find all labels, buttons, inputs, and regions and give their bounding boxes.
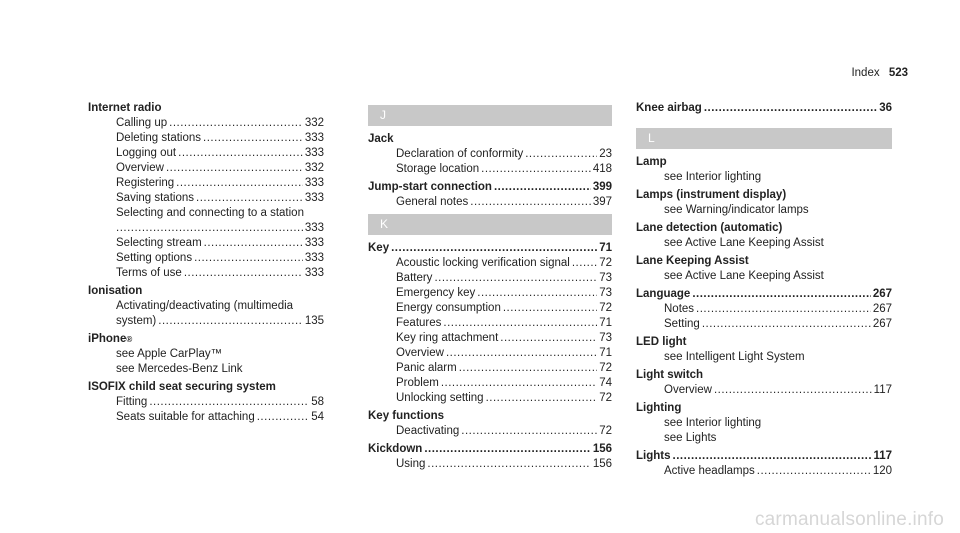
subentry-text: Logging out bbox=[116, 147, 177, 159]
page-ref: 267 bbox=[872, 303, 892, 315]
entry-heading: Lamps (instrument display) bbox=[636, 189, 787, 201]
entry-subitems bbox=[636, 236, 892, 251]
entry-iphone bbox=[88, 332, 324, 377]
subentry-line bbox=[88, 299, 324, 314]
page-ref: 156 bbox=[592, 443, 612, 455]
subentry-line bbox=[636, 269, 892, 284]
subentry-line bbox=[368, 361, 612, 376]
subentry-text: see Interior lighting bbox=[664, 171, 762, 183]
subentry-line bbox=[368, 147, 612, 162]
section-letter-j: J bbox=[368, 105, 612, 126]
subentry-text: Acoustic locking verification signal bbox=[396, 257, 570, 269]
section-letter-k: K bbox=[368, 214, 612, 235]
entry-heading: Knee airbag bbox=[636, 102, 702, 114]
entry-subitems bbox=[636, 416, 892, 446]
entry-subitems bbox=[88, 116, 324, 281]
page-ref: 117 bbox=[873, 384, 892, 396]
page-ref: 399 bbox=[592, 181, 612, 193]
subentry-text: Calling up bbox=[116, 117, 168, 129]
page-ref: 333 bbox=[304, 132, 324, 144]
subentry-text: Setting bbox=[664, 318, 700, 330]
index-column-2 bbox=[368, 101, 612, 475]
subentry-line bbox=[368, 271, 612, 286]
entry-heading: Lane Keeping Assist bbox=[636, 255, 749, 267]
page-ref: 72 bbox=[599, 425, 612, 437]
subentry-line bbox=[636, 383, 892, 398]
page-ref: 333 bbox=[304, 192, 324, 204]
subentry-line bbox=[88, 314, 324, 329]
subentry-line bbox=[368, 346, 612, 361]
entry-key-functions bbox=[368, 409, 612, 439]
subentry-line bbox=[88, 362, 324, 377]
subentry-line bbox=[636, 350, 892, 365]
entry-subitems bbox=[636, 383, 892, 398]
subentry-line bbox=[636, 203, 892, 218]
entry-lamps-instrument bbox=[636, 188, 892, 218]
page-ref: 73 bbox=[599, 332, 612, 344]
page-ref: 267 bbox=[872, 288, 892, 300]
subentry-line bbox=[368, 391, 612, 406]
entry-light-switch bbox=[636, 368, 892, 398]
subentry-line bbox=[88, 116, 324, 131]
watermark: carmanualsonline.info bbox=[754, 509, 944, 530]
subentry-line bbox=[88, 146, 324, 161]
page-ref: 418 bbox=[592, 163, 612, 175]
page-ref: 333 bbox=[304, 177, 324, 189]
page-ref: 333 bbox=[304, 222, 324, 234]
entry-subitems bbox=[368, 457, 612, 472]
subentry-line bbox=[368, 457, 612, 472]
subentry-text: system) bbox=[116, 315, 157, 327]
entry-heading: iPhone ® bbox=[88, 333, 133, 345]
subentry-text: Using bbox=[396, 458, 426, 470]
entry-subitems bbox=[636, 203, 892, 218]
subentry-text: Panic alarm bbox=[396, 362, 457, 374]
entry-heading: Ionisation bbox=[88, 285, 143, 297]
subentry-text: Activating/deactivating (multimedia bbox=[116, 300, 294, 312]
subentry-line bbox=[636, 464, 892, 479]
subentry-text: Overview bbox=[116, 162, 164, 174]
subentry-text: Storage location bbox=[396, 163, 480, 175]
entry-heading: Language bbox=[636, 288, 691, 300]
entry-lighting bbox=[636, 401, 892, 446]
subentry-text: Battery bbox=[396, 272, 433, 284]
page-ref: 333 bbox=[304, 147, 324, 159]
page-ref: 72 bbox=[599, 302, 612, 314]
subentry-line bbox=[368, 286, 612, 301]
subentry-text: see Interior lighting bbox=[664, 417, 762, 429]
subentry-line bbox=[368, 162, 612, 177]
subentry-line bbox=[636, 416, 892, 431]
entry-heading: Jump-start connection bbox=[368, 181, 492, 193]
subentry-text: see Mercedes-Benz Link bbox=[116, 363, 243, 375]
subentry-text: Saving stations bbox=[116, 192, 194, 204]
subentry-text: Unlocking setting bbox=[396, 392, 484, 404]
page-ref: 73 bbox=[599, 287, 612, 299]
entry-subitems bbox=[636, 350, 892, 365]
subentry-text: Overview bbox=[664, 384, 712, 396]
subentry-text: Declaration of conformity bbox=[396, 148, 524, 160]
entry-heading: Jack bbox=[368, 133, 394, 145]
page-ref: 54 bbox=[311, 411, 324, 423]
subentry-text: General notes bbox=[396, 196, 469, 208]
entry-heading: Lane detection (automatic) bbox=[636, 222, 783, 234]
entry-led-light bbox=[636, 335, 892, 365]
entry-lamp bbox=[636, 155, 892, 185]
entry-language bbox=[636, 287, 892, 332]
page-ref: 333 bbox=[304, 237, 324, 249]
page-ref: 72 bbox=[599, 257, 612, 269]
entry-heading: Kickdown bbox=[368, 443, 423, 455]
subentry-line bbox=[636, 431, 892, 446]
entry-heading-line bbox=[636, 101, 892, 116]
entry-subitems bbox=[636, 464, 892, 479]
subentry-text: see Intelligent Light System bbox=[664, 351, 805, 363]
entry-heading: Lighting bbox=[636, 402, 682, 414]
entry-subitems bbox=[88, 299, 324, 329]
entry-internet-radio bbox=[88, 101, 324, 281]
subentry-line bbox=[88, 206, 324, 221]
page-ref: 117 bbox=[873, 450, 892, 462]
page-ref: 333 bbox=[304, 267, 324, 279]
entry-subitems bbox=[636, 302, 892, 332]
subentry-line bbox=[636, 170, 892, 185]
subentry-text: Registering bbox=[116, 177, 175, 189]
subentry-line bbox=[368, 301, 612, 316]
entry-kickdown bbox=[368, 442, 612, 472]
subentry-text: see Lights bbox=[664, 432, 717, 444]
subentry-line bbox=[88, 161, 324, 176]
entry-heading-line bbox=[368, 442, 612, 457]
subentry-line bbox=[88, 236, 324, 251]
page-ref: 332 bbox=[304, 117, 324, 129]
subentry-text: Emergency key bbox=[396, 287, 476, 299]
subentry-text: Energy consumption bbox=[396, 302, 501, 314]
index-column-3 bbox=[636, 101, 892, 482]
page-ref: 135 bbox=[304, 315, 324, 327]
entry-jump-start bbox=[368, 180, 612, 210]
section-letter-l: L bbox=[636, 128, 892, 149]
subentry-line bbox=[636, 236, 892, 251]
page-ref: 72 bbox=[599, 362, 612, 374]
page-ref: 71 bbox=[599, 317, 612, 329]
page-number: 523 bbox=[888, 67, 908, 79]
subentry-text: Seats suitable for attaching bbox=[116, 411, 255, 423]
subentry-text: see Active Lane Keeping Assist bbox=[664, 270, 824, 282]
entry-subitems bbox=[636, 269, 892, 284]
page-ref: 23 bbox=[599, 148, 612, 160]
subentry-line bbox=[368, 256, 612, 271]
subentry-line bbox=[88, 131, 324, 146]
page-ref: 332 bbox=[304, 162, 324, 174]
subentry-text: Selecting and connecting to a station bbox=[116, 207, 304, 219]
subentry-line bbox=[88, 410, 324, 425]
entry-subitems bbox=[88, 395, 324, 425]
subentry-text: see Active Lane Keeping Assist bbox=[664, 237, 824, 249]
entry-heading: Key functions bbox=[368, 410, 445, 422]
subentry-text: Overview bbox=[396, 347, 444, 359]
subentry-line bbox=[368, 424, 612, 439]
subentry-line bbox=[88, 221, 324, 236]
entry-subitems bbox=[368, 147, 612, 177]
page-ref: 36 bbox=[879, 102, 892, 114]
page-ref: 74 bbox=[599, 377, 612, 389]
index-column-1 bbox=[88, 101, 324, 428]
subentry-line bbox=[368, 376, 612, 391]
page-ref: 71 bbox=[599, 347, 612, 359]
page-ref: 71 bbox=[599, 242, 612, 254]
entry-heading: Lamp bbox=[636, 156, 667, 168]
subentry-line bbox=[88, 395, 324, 410]
entry-heading-text: iPhone bbox=[88, 333, 127, 345]
page-ref: 397 bbox=[592, 196, 612, 208]
subentry-text: Deactivating bbox=[396, 425, 460, 437]
page-ref: 156 bbox=[592, 458, 612, 470]
entry-heading: Key bbox=[368, 242, 390, 254]
subentry-line bbox=[88, 347, 324, 362]
header-title: Index bbox=[851, 67, 880, 79]
entry-subitems bbox=[636, 170, 892, 185]
page-ref: 120 bbox=[872, 465, 892, 477]
subentry-text: Deleting stations bbox=[116, 132, 202, 144]
entry-lights bbox=[636, 449, 892, 479]
entry-heading: LED light bbox=[636, 336, 687, 348]
subentry-line bbox=[88, 266, 324, 281]
page-ref: 267 bbox=[872, 318, 892, 330]
page-ref: 73 bbox=[599, 272, 612, 284]
entry-heading-line bbox=[636, 449, 892, 464]
entry-heading-line bbox=[636, 287, 892, 302]
subentry-line bbox=[88, 176, 324, 191]
entry-jack bbox=[368, 132, 612, 177]
subentry-line bbox=[368, 316, 612, 331]
entry-heading: Lights bbox=[636, 450, 671, 462]
subentry-text: Notes bbox=[664, 303, 695, 315]
subentry-line bbox=[88, 191, 324, 206]
subentry-line bbox=[636, 317, 892, 332]
entry-heading: Light switch bbox=[636, 369, 704, 381]
entry-heading: Internet radio bbox=[88, 102, 162, 114]
subentry-line bbox=[636, 302, 892, 317]
entry-heading: ISOFIX child seat securing system bbox=[88, 381, 276, 393]
page-ref: 333 bbox=[304, 252, 324, 264]
page-ref: 72 bbox=[599, 392, 612, 404]
subentry-text: Key ring attachment bbox=[396, 332, 499, 344]
subentry-text: see Warning/indicator lamps bbox=[664, 204, 809, 216]
entry-heading-line bbox=[368, 180, 612, 195]
subentry-text: Terms of use bbox=[116, 267, 182, 279]
page-header bbox=[851, 66, 908, 81]
page-ref: 58 bbox=[311, 396, 324, 408]
subentry-text: Active headlamps bbox=[664, 465, 755, 477]
subentry-text: Fitting bbox=[116, 396, 148, 408]
entry-heading-line bbox=[368, 241, 612, 256]
entry-lane-detection bbox=[636, 221, 892, 251]
subentry-text: Problem bbox=[396, 377, 439, 389]
entry-isofix bbox=[88, 380, 324, 425]
entry-subitems bbox=[368, 256, 612, 406]
entry-key bbox=[368, 241, 612, 406]
subentry-line bbox=[88, 251, 324, 266]
entry-subitems bbox=[368, 195, 612, 210]
entry-lane-keeping bbox=[636, 254, 892, 284]
subentry-line bbox=[368, 331, 612, 346]
subentry-line bbox=[368, 195, 612, 210]
subentry-text: Setting options bbox=[116, 252, 193, 264]
entry-knee-airbag bbox=[636, 101, 892, 116]
subentry-text: see Apple CarPlay™ bbox=[116, 348, 223, 360]
entry-subitems bbox=[368, 424, 612, 439]
entry-subitems bbox=[88, 347, 324, 377]
subentry-text: Selecting stream bbox=[116, 237, 202, 249]
entry-ionisation bbox=[88, 284, 324, 329]
subentry-text: Features bbox=[396, 317, 442, 329]
